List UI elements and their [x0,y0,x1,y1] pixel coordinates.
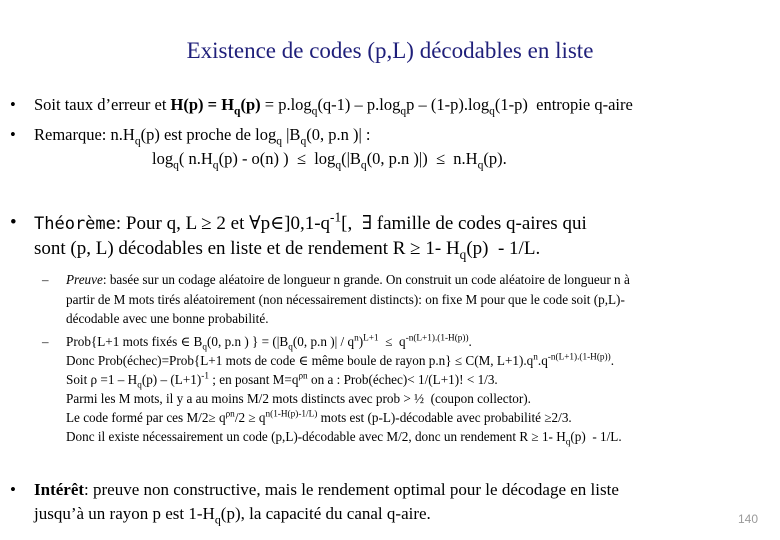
bullet-dot: • [10,125,16,144]
bullet-dot: • [10,95,16,114]
proof-line-6: Soit $\rho =1 - H_q(p) - (L+1)^{-1}$ ; en posant $M=q^{\rho n}$ on a : Prob(échec)< 1/(L+1)! < 1/3. [66,370,498,390]
entropy-definition: Soit taux d’erreur et $H(p) = H_q(p) = p.\log_q(q-1) - p.\log_qp - (1-p).\log_q(1-p)$ entropie q-aire [34,95,633,118]
proof-line-2: partir de M mots tirés aléatoirement (non nécessairement distincts): on fixe M pour que le code soit (p,L)- [66,292,625,307]
theorem-line-1: Théorème: Pour q, L ≥ 2 et $\forall p\in]0,1-q^{-1}$[, ∃ famille de codes q-aires qui [34,209,587,234]
proof-line-1: Preuve: basée sur un codage aléatoire de longueur n grande. On construit un code aléatoire de longueur n à [66,272,630,287]
proof-line-7: Parmi les M mots, il y a au moins M/2 mots distincts avec prob > ½ (coupon collector). [66,391,531,406]
interest-line-1: Intérêt: preuve non constructive, mais le rendement optimal pour le décodage en liste [34,480,619,499]
dash-marker: – [42,334,49,349]
proof-line-8: Le code formé par ces $M/2\ge q^{\rho n}/2 \ge q^{n(1-H(p)-1/L)}$ mots est (p-L)-décodable avec probabilité ≥2/3. [66,408,572,425]
proof-line-4: Prob{L+1 mots fixés ∈ $B_q(0$, p.n ) } = ($|B_q(0$, p.n )| / $q^n)^{L+1} \le q^{-n(L+1).(1-H(p))}$. [66,332,472,352]
remark-line: Remarque: $n.H_q(p)$ est proche de $\log_q |B_q(0$, p.n )| : [34,125,371,148]
dash-marker: – [42,272,49,287]
theorem-line-2: sont (p, L) décodables en liste et de rendement R ≥ 1- $H_q(p) - 1/L$. [34,238,541,262]
proof-line-3: décodable avec une bonne probabilité. [66,311,269,326]
bullet-dot: • [10,480,16,499]
slide-title: Existence de codes (p,L) décodables en liste [186,38,594,63]
remark-inequality: $\log_q$( $n.H_q(p) - o(n)$ ) ≤ $\log_q(|B_q(0$, p.n )|) ≤ $n.H_q(p)$. [152,149,507,172]
bullet-dot: • [10,212,17,233]
page-number: 140 [737,512,758,526]
proof-line-9: Donc il existe nécessairement un code (p,L)-décodable avec M/2, donc un rendement R ≥ 1- $H_q(p) - 1/L$. [66,429,622,447]
interest-line-2: jusqu’à un rayon p est $1-H_q(p)$, la capacité du canal q-aire. [34,504,431,527]
proof-line-5: Donc Prob(échec)=Prob{L+1 mots de code ∈ même boule de rayon p.n} ≤ C(M, $L+1).q^n.q^{-n(L+1).(1-H(p))}$. [66,351,614,368]
